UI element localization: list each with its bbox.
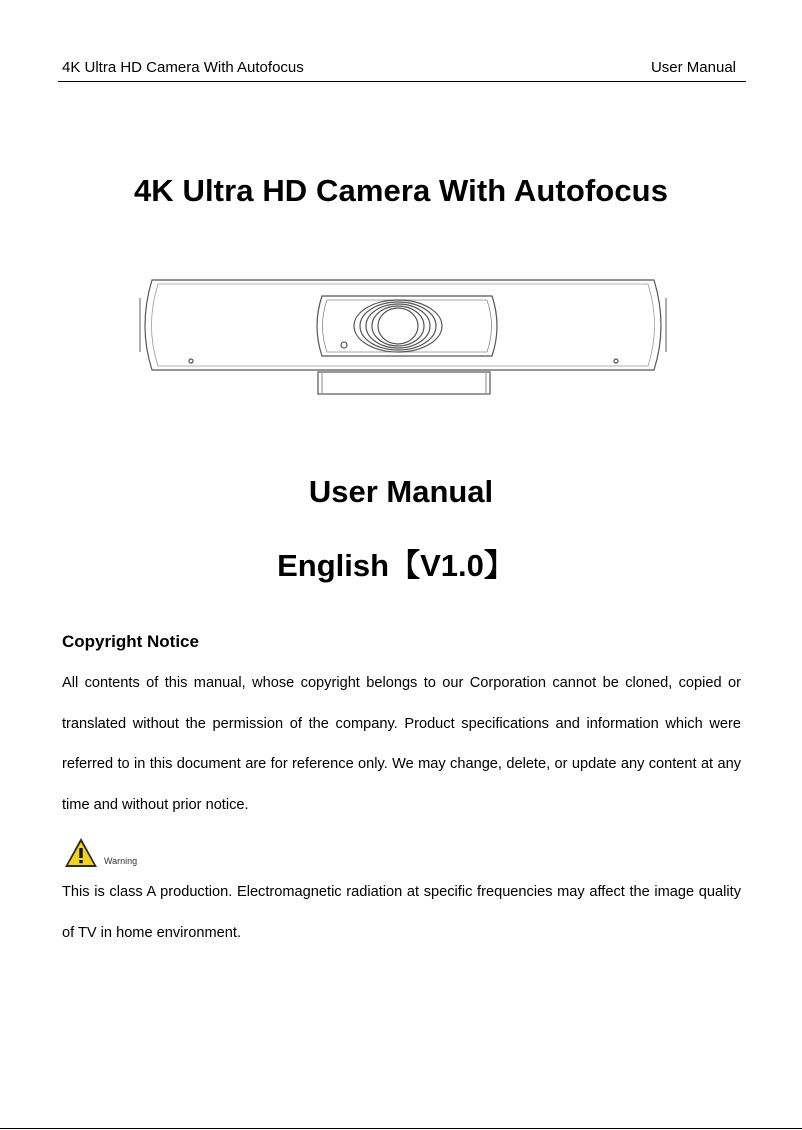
header-document-type: User Manual <box>650 59 736 76</box>
language-version: English【V1.0】 <box>277 548 515 583</box>
copyright-heading: Copyright Notice <box>62 632 199 651</box>
running-header <box>58 59 746 82</box>
document-title: 4K Ultra HD Camera With Autofocus <box>133 173 669 208</box>
warning-label: Warning <box>104 856 138 866</box>
camera-illustration <box>136 276 670 400</box>
warning-paragraph: This is class A production. Electromagnetic radiation at specific frequencies may affect the image quality of TV in home environment. <box>62 884 741 941</box>
header-product-name: 4K Ultra HD Camera With Autofocus <box>62 59 304 76</box>
footer-rule <box>0 1128 802 1129</box>
manual-title: User Manual <box>308 474 494 509</box>
copyright-paragraph: All contents of this manual, whose copyright belongs to our Corporation cannot be cloned, copied or translated without the permission of the company. Product specifications and information which were referred to in this document are for reference only. We may change, delete, or update any content at any time and without prior notice. <box>62 675 741 814</box>
